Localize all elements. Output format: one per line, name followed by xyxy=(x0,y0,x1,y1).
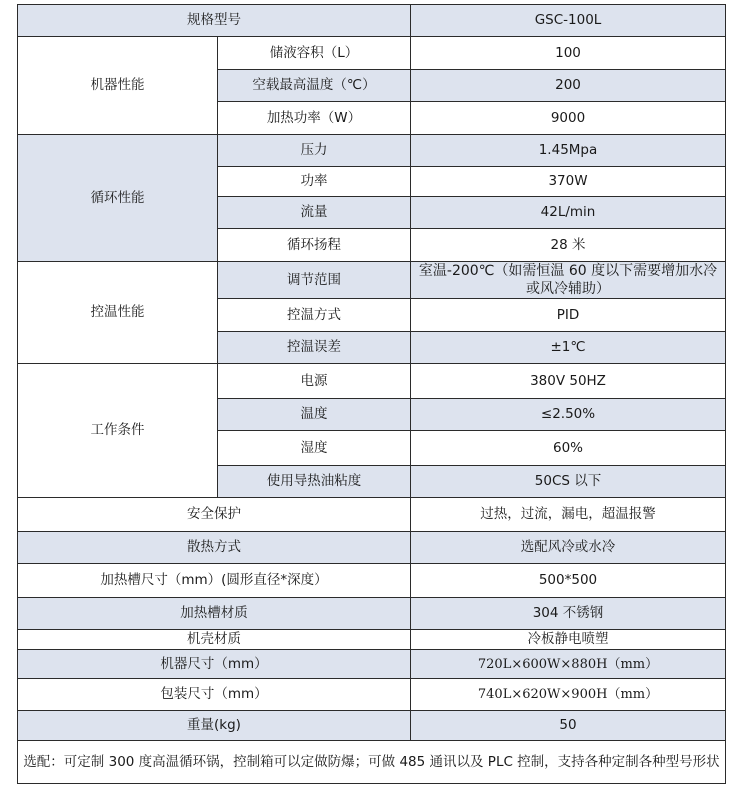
shell-material-value: 冷板静电喷塑 xyxy=(411,630,726,650)
package-size-label: 包装尺寸（mm） xyxy=(18,679,411,711)
tank-material-value: 304 不锈钢 xyxy=(411,598,726,630)
row-value: ≤2.50% xyxy=(411,399,726,431)
row-label: 湿度 xyxy=(218,431,411,466)
row-label: 使用导热油粘度 xyxy=(218,466,411,498)
table-row xyxy=(18,741,726,784)
row-value: 370W xyxy=(411,167,726,197)
table-row xyxy=(18,630,726,650)
table-row xyxy=(18,564,726,598)
working-group-label: 工作条件 xyxy=(18,364,218,498)
table-row xyxy=(18,532,726,564)
table-row xyxy=(18,262,726,299)
cooling-value: 选配风冷或水冷 xyxy=(411,532,726,564)
table-row xyxy=(18,364,726,399)
model-label: 规格型号 xyxy=(18,5,411,37)
table-row xyxy=(18,679,726,711)
row-label: 压力 xyxy=(218,135,411,167)
row-label: 电源 xyxy=(218,364,411,399)
row-value: PID xyxy=(411,299,726,332)
safety-value: 过热，过流，漏电，超温报警 xyxy=(411,498,726,532)
row-value: 室温-200℃（如需恒温 60 度以下需要增加水冷或风冷辅助） xyxy=(411,262,726,299)
row-label: 调节范围 xyxy=(218,262,411,299)
row-value: 1.45Mpa xyxy=(411,135,726,167)
row-label: 功率 xyxy=(218,167,411,197)
row-label: 流量 xyxy=(218,197,411,229)
table-row xyxy=(18,37,726,70)
row-value: 60% xyxy=(411,431,726,466)
machine-size-value: 720L×600W×880H（mm） xyxy=(411,650,726,679)
table-row xyxy=(18,498,726,532)
row-label: 加热功率（W） xyxy=(218,102,411,135)
weight-value: 50 xyxy=(411,711,726,741)
row-label: 控温误差 xyxy=(218,332,411,364)
row-value: 380V 50HZ xyxy=(411,364,726,399)
row-value: 9000 xyxy=(411,102,726,135)
weight-label: 重量(kg) xyxy=(18,711,411,741)
row-label: 空载最高温度（℃） xyxy=(218,70,411,102)
row-value: 42L/min xyxy=(411,197,726,229)
row-label: 储液容积（L） xyxy=(218,37,411,70)
circulation-group-label: 循环性能 xyxy=(18,135,218,262)
package-size-value: 740L×620W×900H（mm） xyxy=(411,679,726,711)
row-label: 控温方式 xyxy=(218,299,411,332)
row-value: 28 米 xyxy=(411,229,726,262)
row-label: 温度 xyxy=(218,399,411,431)
spec-table xyxy=(17,4,726,784)
model-value: GSC-100L xyxy=(411,5,726,37)
row-value: 100 xyxy=(411,37,726,70)
machine-size-label: 机器尺寸（mm） xyxy=(18,650,411,679)
row-label: 循环扬程 xyxy=(218,229,411,262)
table-row xyxy=(18,135,726,167)
machine-group-label: 机器性能 xyxy=(18,37,218,135)
table-row xyxy=(18,5,726,37)
table-row xyxy=(18,598,726,630)
row-value: ±1℃ xyxy=(411,332,726,364)
table-row xyxy=(18,711,726,741)
table-row xyxy=(18,650,726,679)
cooling-label: 散热方式 xyxy=(18,532,411,564)
tank-size-value: 500*500 xyxy=(411,564,726,598)
safety-label: 安全保护 xyxy=(18,498,411,532)
tank-size-label: 加热槽尺寸（mm）(圆形直径*深度） xyxy=(18,564,411,598)
row-value: 200 xyxy=(411,70,726,102)
shell-material-label: 机壳材质 xyxy=(18,630,411,650)
tank-material-label: 加热槽材质 xyxy=(18,598,411,630)
options-note: 选配：可定制 300 度高温循环锅，控制箱可以定做防爆；可做 485 通讯以及 PLC 控制，支持各种定制各种型号形状 xyxy=(18,741,726,784)
row-value: 50CS 以下 xyxy=(411,466,726,498)
temp-control-group-label: 控温性能 xyxy=(18,262,218,364)
